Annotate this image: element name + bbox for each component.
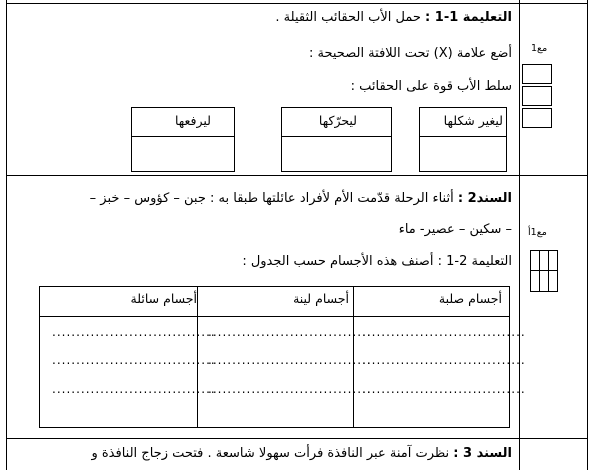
criterion-2-grid-vline-1 <box>539 250 540 292</box>
option-answer-box-2[interactable] <box>281 136 392 172</box>
answer-line-soft-2[interactable]: .................................. <box>208 353 372 367</box>
instruction-2-line: التعليمة 2-1 : أصنف هذه الأجسام حسب الجدول : <box>242 254 512 269</box>
criterion-1-box-1[interactable] <box>522 64 552 84</box>
prompt-line: سلط الأب قوة على الحقائب : <box>350 79 512 94</box>
frame-divider <box>519 0 520 470</box>
criterion-2-grid-vline-2 <box>548 250 549 292</box>
support-3-label: السند 3 : <box>453 446 512 461</box>
answer-line-solid-1[interactable]: .................................. <box>362 325 526 339</box>
frame-left-border <box>6 0 7 470</box>
support-2-line-1 <box>90 191 512 207</box>
instruction-1-line <box>275 10 512 26</box>
criterion-2-label: مع1أ <box>528 227 547 238</box>
instruction-1-label: التعليمة 1-1 : <box>425 10 512 25</box>
section-divider-2 <box>6 438 588 439</box>
criterion-1-label: مع1 <box>531 43 548 54</box>
support-2-text-1: أثناء الرحلة قدّمت الأم لأفراد عائلتها طبقا به : جبن – كؤوس – خبز – <box>89 191 454 206</box>
answer-line-soft-3[interactable]: .................................. <box>208 382 372 396</box>
option-answer-box-3[interactable] <box>131 136 235 172</box>
support-2-label: السند2 : <box>457 191 512 206</box>
criterion-2-grid[interactable] <box>530 250 558 292</box>
answer-line-liquid-2[interactable]: .................................. <box>52 353 216 367</box>
support-2-line-2: – سكين – عصير- ماء <box>398 222 512 237</box>
answer-line-solid-2[interactable]: .................................. <box>362 353 526 367</box>
criterion-1-box-2[interactable] <box>522 86 552 106</box>
criterion-2-grid-hline <box>530 270 558 271</box>
section-divider-1 <box>6 175 588 176</box>
support-3-line <box>91 446 512 462</box>
criterion-1-box-3[interactable] <box>522 108 552 128</box>
option-label-2: ليحرّكها <box>318 113 357 128</box>
instruction-1-text: حمل الأب الحقائب الثقيلة . <box>275 10 421 25</box>
table-header-solid: أجسام صلبة <box>438 291 502 306</box>
answer-line-solid-3[interactable]: .................................. <box>362 382 526 396</box>
table-header-liquid: أجسام سائلة <box>130 291 197 306</box>
support-3-text: نظرت آمنة عبر النافذة فرأت سهولا شاسعة . فتحت زجاج النافذة و <box>91 446 450 461</box>
answer-line-soft-1[interactable]: .................................. <box>208 325 372 339</box>
option-label-3: ليرفعها <box>174 113 211 128</box>
answer-line-liquid-3[interactable]: .................................. <box>52 382 216 396</box>
top-border <box>6 3 588 4</box>
frame-right-border <box>587 0 588 470</box>
answer-line-liquid-1[interactable]: .................................. <box>52 325 216 339</box>
option-label-1: ليغير شكلها <box>443 113 503 128</box>
task-line: أضع علامة (X) تحت اللافتة الصحيحة : <box>309 46 512 61</box>
table-header-divider <box>39 316 510 317</box>
option-answer-box-1[interactable] <box>419 136 507 172</box>
table-header-soft: أجسام لينة <box>293 291 349 306</box>
